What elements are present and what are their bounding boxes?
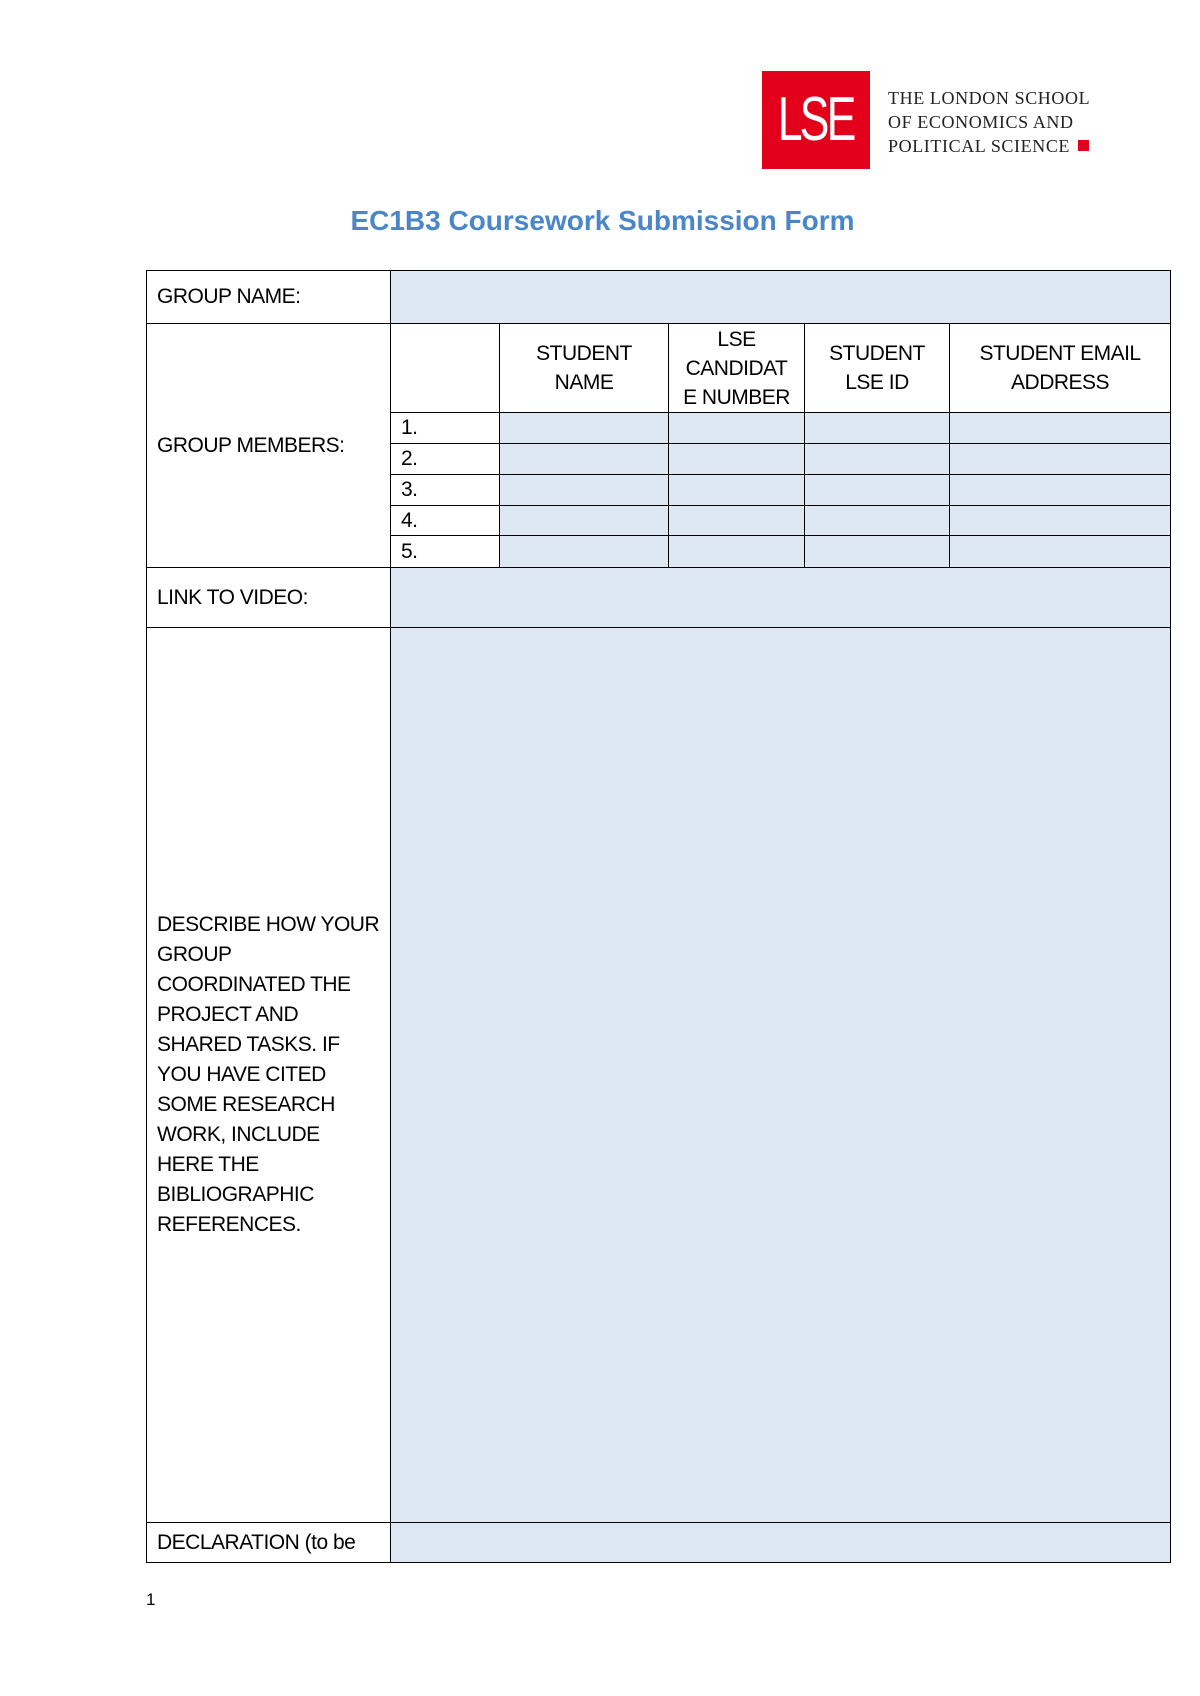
member-id-field[interactable] [805, 444, 950, 475]
description-field[interactable] [391, 628, 1171, 1523]
member-candidate-field[interactable] [669, 413, 805, 444]
member-id-field[interactable] [805, 536, 950, 568]
member-candidate-field[interactable] [669, 506, 805, 536]
logo-line-3-wrap [888, 134, 1090, 158]
declaration-label: DECLARATION (to be [147, 1523, 391, 1563]
member-email-field[interactable] [950, 475, 1171, 506]
member-index-header [391, 324, 500, 413]
member-row-number: 1. [391, 413, 500, 444]
member-name-field[interactable] [500, 413, 669, 444]
submission-form-table [146, 270, 1171, 1563]
member-name-field[interactable] [500, 536, 669, 568]
member-email-field[interactable] [950, 444, 1171, 475]
col-lse-id: STUDENT LSE ID [805, 324, 950, 413]
member-name-field[interactable] [500, 475, 669, 506]
video-link-row [147, 568, 1171, 628]
group-name-label: GROUP NAME: [147, 271, 391, 324]
member-name-field[interactable] [500, 506, 669, 536]
logo-line-1: THE LONDON SCHOOL [888, 88, 1091, 108]
member-id-field[interactable] [805, 506, 950, 536]
group-name-row [147, 271, 1171, 324]
logo-mark-text: LSE [778, 85, 854, 154]
video-link-label: LINK TO VIDEO: [147, 568, 391, 628]
lse-logo-mark [762, 71, 870, 169]
member-email-field[interactable] [950, 413, 1171, 444]
col-student-name: STUDENT NAME [500, 324, 669, 413]
member-candidate-field[interactable] [669, 475, 805, 506]
group-members-label: GROUP MEMBERS: [147, 324, 391, 568]
video-link-field[interactable] [391, 568, 1171, 628]
member-candidate-field[interactable] [669, 536, 805, 568]
member-name-field[interactable] [500, 444, 669, 475]
member-email-field[interactable] [950, 506, 1171, 536]
lse-logo-wordmark [888, 86, 1090, 158]
col-email: STUDENT EMAIL ADDRESS [950, 324, 1171, 413]
member-id-field[interactable] [805, 475, 950, 506]
group-name-field[interactable] [391, 271, 1171, 324]
description-row [147, 628, 1171, 1523]
page-number: 1 [146, 1590, 156, 1609]
page-title: EC1B3 Coursework Submission Form [350, 205, 855, 236]
logo-line-3: POLITICAL SCIENCE [888, 136, 1071, 156]
member-candidate-field[interactable] [669, 444, 805, 475]
description-label: DESCRIBE HOW YOUR GROUP COORDINATED THE PROJECT AND SHARED TASKS. IF YOU HAVE CITED SOME RESEARCH WORK, INCLUDE HERE THE BIBLIOGRAPHIC REFERENCES. [147, 628, 391, 1523]
logo-line-2: OF ECONOMICS AND [888, 112, 1074, 132]
member-email-field[interactable] [950, 536, 1171, 568]
member-row-number: 2. [391, 444, 500, 475]
declaration-field[interactable] [391, 1523, 1171, 1563]
member-row-number: 4. [391, 506, 500, 536]
member-row-number: 3. [391, 475, 500, 506]
col-candidate-number: LSE CANDIDAT E NUMBER [669, 324, 805, 413]
members-header-row [147, 324, 1171, 413]
member-id-field[interactable] [805, 413, 950, 444]
member-row-number: 5. [391, 536, 500, 568]
declaration-row [147, 1523, 1171, 1563]
logo-square-icon [1078, 140, 1089, 151]
